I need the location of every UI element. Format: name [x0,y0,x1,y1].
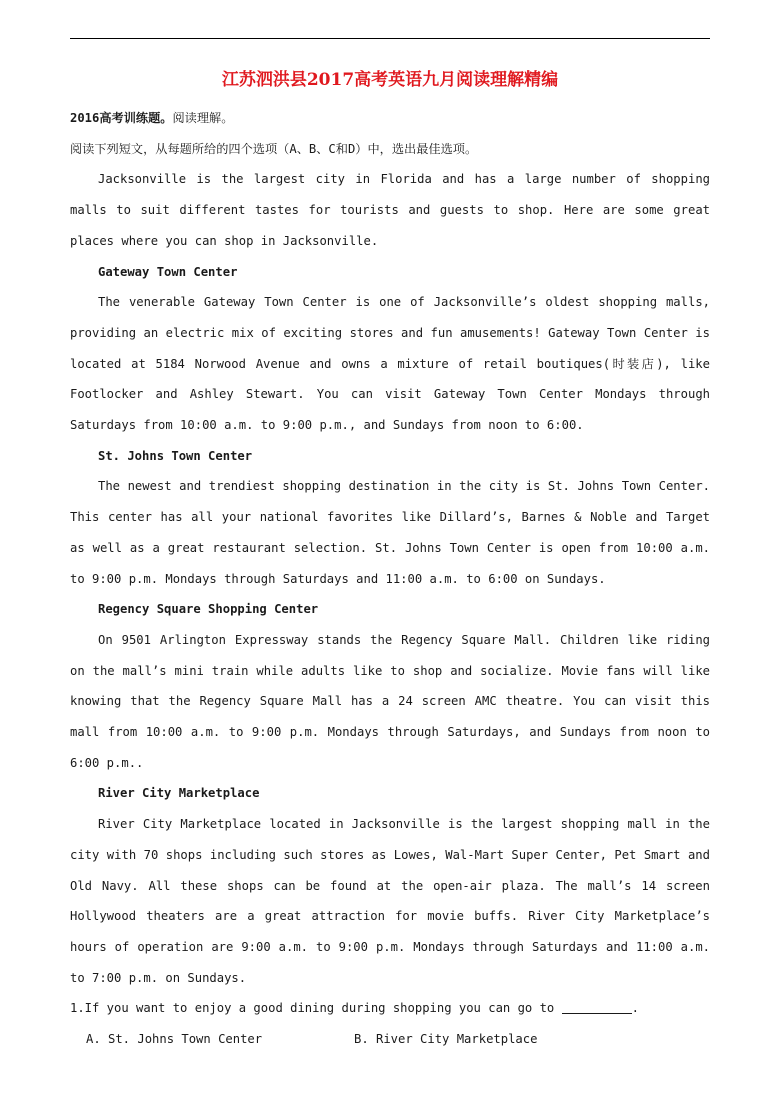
question-1-options [70,1024,710,1055]
section-label-bold: 2016高考训练题。 [70,111,173,125]
document-title: 江苏泗洪县2017高考英语九月阅读理解精编 [221,70,559,90]
section-label-rest: 阅读理解。 [172,111,234,125]
question-stem: 1.If you want to enjoy a good dining during shopping you can go to [70,1001,555,1016]
section-body-st-johns: The newest and trendiest shopping destination in the city is St. Johns Town Center. This center has all your national favorites like Dillard’s, Barnes & Noble and Target as well as a great restaurant selection. St. Johns Town Center is open from 10:00 a.m. to 9:00 p.m. Mondays through Saturdays and 11:00 a.m. to 6:00 on Sundays. [70,479,710,586]
section-body-river-city: River City Marketplace located in Jacksonville is the largest shopping mall in the city with 70 shops including such stores as Lowes, Wal-Mart Super Center, Pet Smart and Old Navy. All these shops can be found at the open-air plaza. The mall’s 14 screen Hollywood theaters are a great attraction for movie buffs. River City Marketplace’s hours of operation are 9:00 a.m. to 9:00 p.m. Mondays through Saturdays and 11:00 a.m. to 7:00 p.m. on Sundays. [70,817,710,985]
question-end: . [631,1001,639,1016]
section-heading-st-johns: St. Johns Town Center [98,448,253,463]
section-body-gateway: The venerable Gateway Town Center is one of Jacksonville’s oldest shopping malls, providing an electric mix of exciting stores and fun amusements! Gateway Town Center is located at 5184 Norwood Avenue and owns a mixture of retail boutiques(时装店), like Footlocker and Ashley Stewart. You can visit Gateway Town Center Mondays through Saturdays from 10:00 a.m. to 9:00 p.m., and Sundays from noon to 6:00. [70,295,710,433]
document-body [70,103,710,1055]
option-b: B. River City Marketplace [354,1032,538,1047]
question-1 [70,993,710,1024]
section-heading-regency: Regency Square Shopping Center [98,602,319,617]
option-a: A. St. Johns Town Center [86,1032,263,1047]
section-heading-gateway: Gateway Town Center [98,264,238,279]
section-heading-river-city: River City Marketplace [98,786,260,801]
instruction-text: 阅读下列短文，从每题所给的四个选项（A、B、C和D）中，选出最佳选项。 [70,141,478,156]
section-body-regency: On 9501 Arlington Expressway stands the Regency Square Mall. Children like riding on the mall’s mini train while adults like to shop and socialize. Movie fans will like knowing that the Regency Square Mall has a 24 screen AMC theatre. You can visit this mall from 10:00 a.m. to 9:00 p.m. Mondays through Saturdays, and Sundays from noon to 6:00 p.m.. [70,632,710,770]
section-label [70,103,710,134]
header-rule [70,38,710,39]
intro-paragraph: Jacksonville is the largest city in Florida and has a large number of shopping malls to suit different tastes for tourists and guests to shop. Here are some great places where you can shop in Jacksonville. [70,172,710,248]
answer-blank [562,999,632,1014]
